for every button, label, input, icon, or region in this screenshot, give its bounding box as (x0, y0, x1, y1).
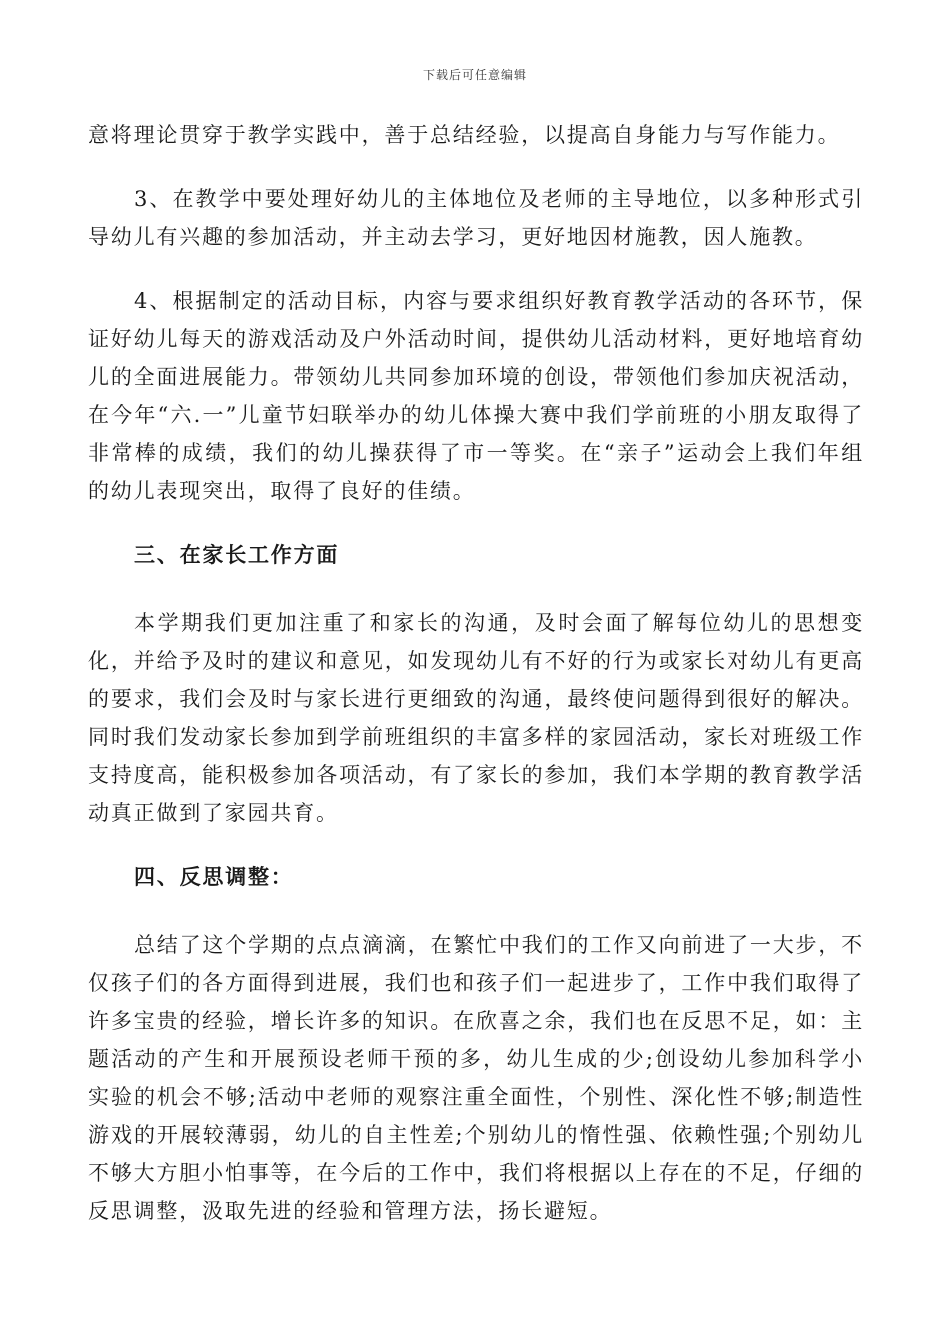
section-heading-parent-work: 三、在家长工作方面 (134, 543, 340, 567)
paragraph-parent-work: 本学期我们更加注重了和家长的沟通，及时会面了解每位幼儿的思想变化，并给予及时的建议和意见，如发现幼儿有不好的行为或家长对幼儿有更高的要求，我们会及时与家长进行更细致的沟通，最终使问题得到很好的解决。同时我们发动家长参加到学前班组织的丰富多样的家园活动，家长对班级工作支持度高，能积极参加各项活动，有了家长的参加，我们本学期的教育教学活动真正做到了家园共育。 (88, 611, 864, 825)
paragraph-item-3: 3、在教学中要处理好幼儿的主体地位及老师的主导地位，以多种形式引导幼儿有兴趣的参加活动，并主动去学习，更好地因材施教，因人施教。 (88, 187, 864, 249)
section-heading-reflection: 四、反思调整： (134, 865, 294, 889)
paragraph-continuation: 意将理论贯穿于教学实践中，善于总结经验，以提高自身能力与写作能力。 (88, 123, 841, 147)
paragraph-reflection: 总结了这个学期的点点滴滴，在繁忙中我们的工作又向前进了一大步，不仅孩子们的各方面得到进展，我们也和孩子们一起进步了，工作中我们取得了许多宝贵的经验，增长许多的知识。在欣喜之余，我们也在反思不足，如：主题活动的产生和开展预设老师干预的多，幼儿生成的少;创设幼儿参加科学小实验的机会不够;活动中老师的观察注重全面性，个别性、深化性不够;制造性游戏的开展较薄弱，幼儿的自主性差;个别幼儿的惰性强、依赖性强;个别幼儿不够大方胆小怕事等，在今后的工作中，我们将根据以上存在的不足，仔细的反思调整，汲取先进的经验和管理方法，扬长避短。 (88, 933, 864, 1223)
page-header-note: 下载后可任意编辑 (422, 68, 527, 82)
paragraph-item-4: 4、根据制定的活动目标，内容与要求组织好教育教学活动的各环节，保证好幼儿每天的游戏活动及户外活动时间，提供幼儿活动材料，更好地培育幼儿的全面进展能力。带领幼儿共同参加环境的创设，带领他们参加庆祝活动，在今年“六.一”儿童节妇联举办的幼儿体操大赛中我们学前班的小朋友取得了非常棒的成绩，我们的幼儿操获得了市一等奖。在“亲子”运动会上我们年组的幼儿表现突出，取得了良好的佳绩。 (88, 289, 864, 503)
document-body (88, 116, 864, 1256)
